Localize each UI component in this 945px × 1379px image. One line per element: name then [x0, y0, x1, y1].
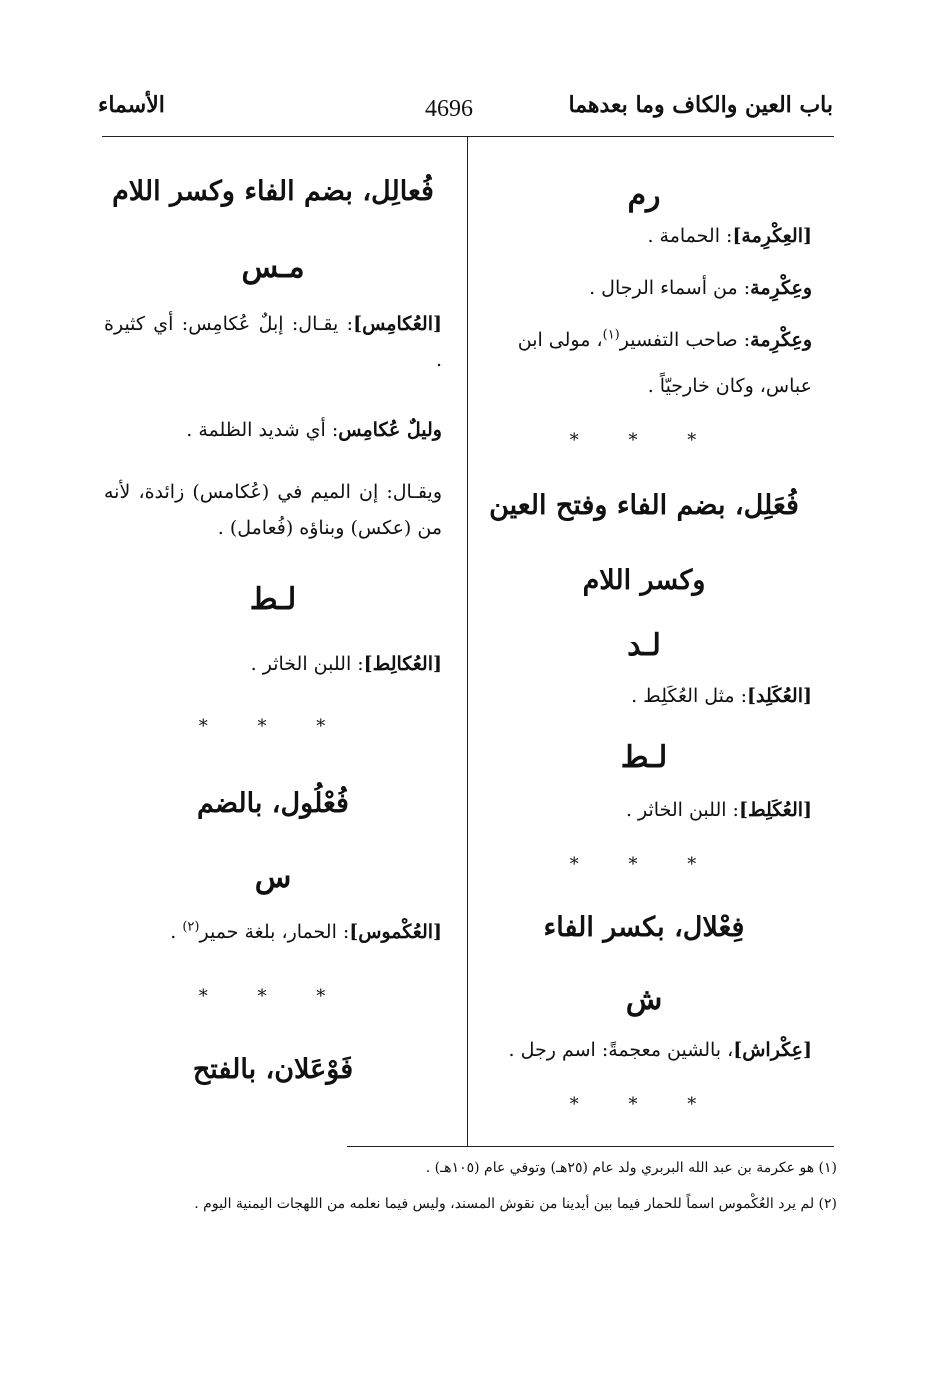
pattern-heading: فُعالِل، بضم الفاء وكسر اللام	[112, 176, 434, 207]
entry-definition: : صاحب التفسير	[619, 329, 751, 351]
entry-definition: : اللبن الخاثر .	[625, 799, 739, 821]
entry-term: [العِكْرِمة]	[732, 225, 812, 247]
root-heading-ms: مـس	[241, 250, 305, 285]
entry-ikrima-exegete-line2: عباس، وكان خارجيّاً .	[647, 375, 812, 397]
entry-term: وليلٌ عُكامِس	[338, 419, 442, 441]
page-number: 4696	[425, 96, 473, 122]
entry-definition: : من أسماء الرجال .	[589, 277, 751, 299]
entry-ukalid	[476, 678, 812, 714]
entry-ukamis-note: ويقـال: إن الميم في (عُكامس) زائدة، لأنه من (عكس) وبناؤه (فُعامل) .	[104, 481, 442, 540]
pattern-heading: فَوْعَلان، بالفتح	[192, 1054, 354, 1085]
footnote-2: (٢) لم يرد العُكْموس اسماً للحمار فيما بين أيدينا من نقوش المسند، وليس فيما نعلمه من اللهجات اليمنية اليوم .	[194, 1196, 837, 1212]
root-heading-lt: لـط	[620, 740, 668, 775]
section-separator: * * *	[569, 854, 719, 875]
entry-ukalit	[104, 646, 442, 682]
entry-ukmus	[104, 914, 442, 950]
footnote-ref: (٢)	[182, 919, 200, 935]
entry-definition: : مثل العُكَلِط .	[631, 685, 748, 707]
root-heading-sh: ش	[625, 982, 663, 1017]
footnote-1: (١) هو عكرمة بن عبد الله البربري ولد عام (٢٥هـ) وتوفي عام (١٠٥هـ) .	[425, 1160, 837, 1176]
root-heading-lt: لـط	[249, 582, 297, 617]
pattern-heading: فُعْلُول، بالضم	[197, 788, 349, 819]
entry-term: [العُكالِط]	[363, 653, 442, 675]
entry-end: .	[170, 921, 183, 943]
section-separator: * * *	[198, 716, 348, 737]
section-separator: * * *	[198, 986, 348, 1007]
footnote-rule	[347, 1146, 834, 1147]
entry-layl-ukamis	[104, 412, 442, 448]
root-heading-s: س	[254, 860, 292, 895]
footnote-ref: (١)	[602, 327, 620, 343]
entry-term: [عِكْراش]	[733, 1039, 812, 1061]
entry-ikrima-exegete	[476, 322, 812, 358]
pattern-heading: فِعْلال، بكسر الفاء	[543, 912, 745, 943]
section-separator: * * *	[569, 430, 719, 451]
root-heading-ld: لـد	[627, 628, 661, 663]
pattern-heading: فُعَلِل، بضم الفاء وفتح العين	[489, 490, 799, 521]
root-heading-rm: رم	[627, 178, 661, 213]
entry-term: [العُكَلِط]	[738, 799, 812, 821]
entry-term: [العُكْموس]	[349, 921, 442, 943]
running-header-section: الأسماء	[98, 92, 165, 118]
column-divider	[467, 136, 468, 1146]
entry-term: وعِكْرِمة	[750, 277, 812, 299]
pattern-heading-cont: وكسر اللام	[582, 565, 706, 596]
entry-definition: ، بالشين معجمةً: اسم رجل .	[508, 1039, 734, 1061]
entry-definition: : الحمار، بلغة حمير	[199, 921, 350, 943]
entry-term: [العُكَلِد]	[747, 685, 812, 707]
entry-ukamis	[104, 306, 442, 378]
entry-ikrima-dove	[476, 218, 812, 254]
entry-definition: : أي شديد الظلمة .	[186, 419, 339, 441]
entry-ikrima-name	[476, 270, 812, 306]
running-header-chapter: باب العين والكاف وما بعدهما	[568, 92, 833, 118]
entry-term: [العُكامِس]	[353, 313, 442, 335]
header-rule	[102, 136, 834, 137]
entry-ukalit	[476, 792, 812, 828]
entry-term: وعِكْرِمة	[750, 329, 812, 351]
entry-definition: : اللبن الخاثر .	[250, 653, 364, 675]
entry-definition-rest: ، مولى ابن	[517, 329, 603, 351]
section-separator: * * *	[569, 1094, 719, 1115]
entry-ikrash	[476, 1032, 812, 1068]
entry-definition: : يقـال: إبلٌ عُكامِس: أي كثيرة .	[104, 313, 442, 372]
entry-definition: : الحمامة .	[647, 225, 733, 247]
